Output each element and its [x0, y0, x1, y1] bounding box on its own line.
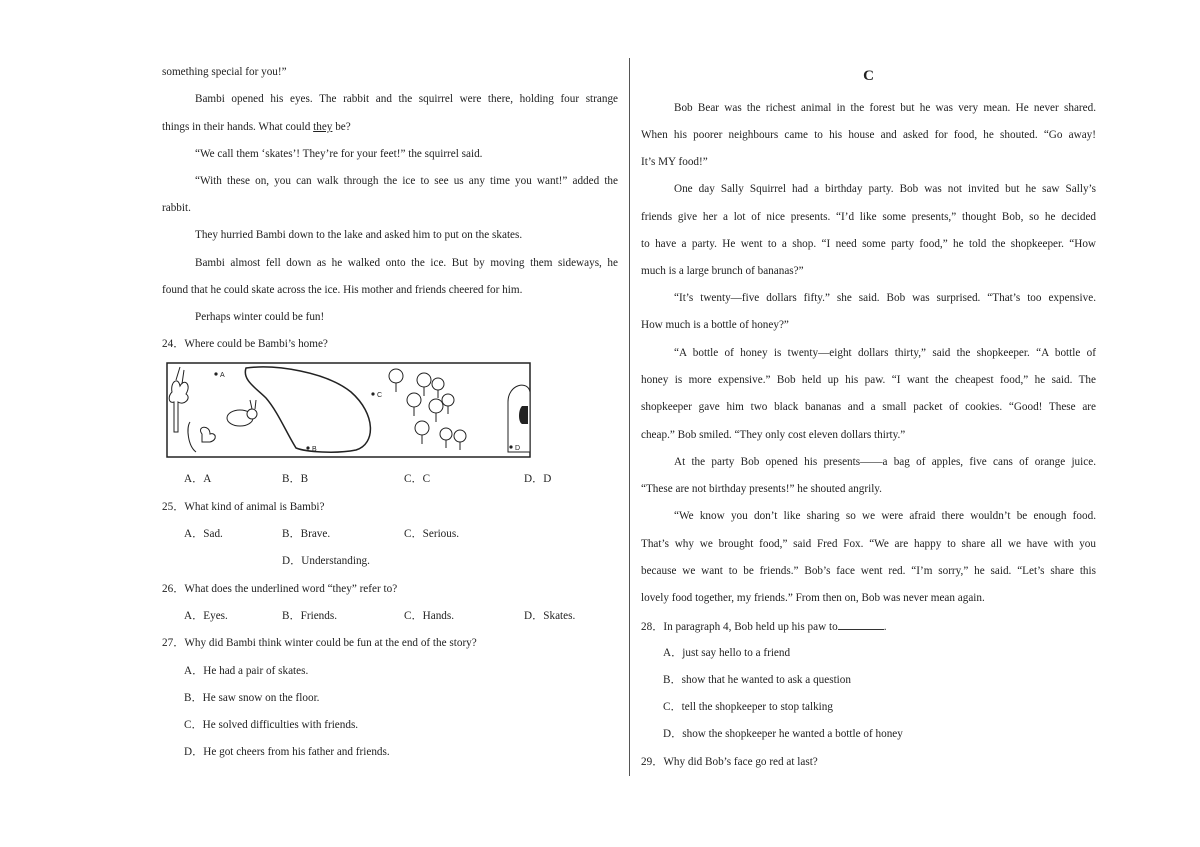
q28-option-a[interactable]: A．just say hello to a friend [663, 647, 791, 659]
passage-line: “These are not birthday presents!” he shouted angrily. [641, 483, 882, 495]
underlined-word-they: they [313, 121, 333, 133]
passage-text: things in their hands. What could [162, 121, 314, 133]
passage-line: They hurried Bambi down to the lake and asked him to put on the skates. [195, 229, 523, 241]
q25-option-a[interactable]: A．Sad. [184, 528, 223, 540]
question-28 [641, 619, 1096, 634]
passage-line: At the party Bob opened his presents——a bag of apples, five cans of orange juice. [674, 456, 1096, 468]
map-label-b: B [312, 446, 317, 453]
question-29: 29．Why did Bob’s face go red at last? [641, 756, 818, 768]
passage-line: Bob Bear was the richest animal in the forest but he was very mean. He never shared. [674, 102, 1096, 114]
passage-line [162, 120, 618, 134]
q27-option-a[interactable]: A．He had a pair of skates. [184, 665, 309, 677]
question-28-text: 28．In paragraph 4, Bob held up his paw to [641, 621, 838, 633]
question-27: 27．Why did Bambi think winter could be fun at the end of the story? [162, 637, 477, 649]
passage-line: “It’s twenty—five dollars fifty.” she said. Bob was surprised. “That’s too expensive. [674, 292, 1096, 304]
passage-line: “A bottle of honey is twenty—eight dollars thirty,” said the shopkeeper. “A bottle of [674, 347, 1096, 359]
passage-line: That’s why we brought food,” said Fred Fox. “We are happy to share all we have with you [641, 538, 1096, 550]
passage-line: When his poorer neighbours came to his house and asked for food, he shouted. “Go away! [641, 129, 1096, 141]
q27-option-b[interactable]: B．He saw snow on the floor. [184, 692, 320, 704]
q25-option-c[interactable]: C．Serious. [404, 528, 460, 540]
passage-line: “With these on, you can walk through the ice to see us any time you want!” added the [195, 175, 618, 187]
question-28-end: . [883, 621, 887, 633]
passage-line: “We know you don’t like sharing so we were afraid there wouldn’t be enough food. [674, 510, 1096, 522]
question-24: 24．Where could be Bambi’s home? [162, 338, 328, 350]
passage-line: much is a large brunch of bananas?” [641, 265, 804, 277]
q24-option-d[interactable]: D．D [524, 473, 552, 485]
passage-line: How much is a bottle of honey?” [641, 319, 789, 331]
passage-line: shopkeeper gave him two black bananas and a small packet of cookies. “Good! These are [641, 401, 1096, 413]
passage-line: Perhaps winter could be fun! [195, 311, 325, 323]
passage-line: to have a party. He went to a shop. “I need some party food,” he told the shopkeeper. “How [641, 238, 1096, 250]
question-26: 26．What does the underlined word “they” refer to? [162, 583, 398, 595]
passage-line: rabbit. [162, 202, 191, 214]
passage-text: be? [332, 121, 351, 133]
map-label-a: A [220, 372, 225, 379]
q28-option-d[interactable]: D．show the shopkeeper he wanted a bottle of honey [663, 728, 903, 740]
passage-line: friends give her a lot of nice presents. “I’d like some presents,” thought Bob, so he decided [641, 211, 1096, 223]
passage-line: “We call them ‘skates’! They’re for your feet!” the squirrel said. [195, 148, 483, 160]
q24-option-c[interactable]: C．C [404, 473, 431, 485]
passage-line: Bambi opened his eyes. The rabbit and the squirrel were there, holding four strange [195, 93, 618, 105]
passage-heading: C [863, 68, 874, 84]
q25-option-b[interactable]: B．Brave. [282, 528, 331, 540]
map-label-d: D [515, 445, 521, 452]
passage-line: It’s MY food!” [641, 156, 708, 168]
q27-option-c[interactable]: C．He solved difficulties with friends. [184, 719, 359, 731]
passage-line: honey is more expensive.” Bob held up his paw. “I want the cheapest food,” he said. The [641, 374, 1096, 386]
answer-blank[interactable] [838, 619, 884, 630]
q24-option-b[interactable]: B．B [282, 473, 309, 485]
passage-line: Bambi almost fell down as he walked onto the ice. But by moving them sideways, he [195, 257, 618, 269]
passage-line: lovely food together, my friends.” From then on, Bob was never mean again. [641, 592, 985, 604]
q26-option-d[interactable]: D．Skates. [524, 610, 576, 622]
passage-line: found that he could skate across the ice. His mother and friends cheered for him. [162, 284, 523, 296]
q25-option-d[interactable]: D．Understanding. [282, 555, 370, 567]
q26-option-c[interactable]: C．Hands. [404, 610, 455, 622]
forest-map-illustration [166, 362, 531, 458]
question-25: 25．What kind of animal is Bambi? [162, 501, 325, 513]
passage-line: something special for you!” [162, 66, 287, 78]
passage-line: cheap.” Bob smiled. “They only cost eleven dollars thirty.” [641, 429, 906, 441]
map-label-c: C [377, 392, 383, 399]
column-divider [629, 58, 630, 776]
q28-option-b[interactable]: B．show that he wanted to ask a question [663, 674, 851, 686]
q27-option-d[interactable]: D．He got cheers from his father and friends. [184, 746, 390, 758]
q28-option-c[interactable]: C．tell the shopkeeper to stop talking [663, 701, 833, 713]
q26-option-b[interactable]: B．Friends. [282, 610, 338, 622]
passage-line: One day Sally Squirrel had a birthday party. Bob was not invited but he saw Sally’s [674, 183, 1096, 195]
q26-option-a[interactable]: A．Eyes. [184, 610, 228, 622]
q24-option-a[interactable]: A．A [184, 473, 212, 485]
passage-line: because we want to be friends.” Bob’s face went red. “I’m sorry,” he said. “Let’s share this [641, 565, 1096, 577]
